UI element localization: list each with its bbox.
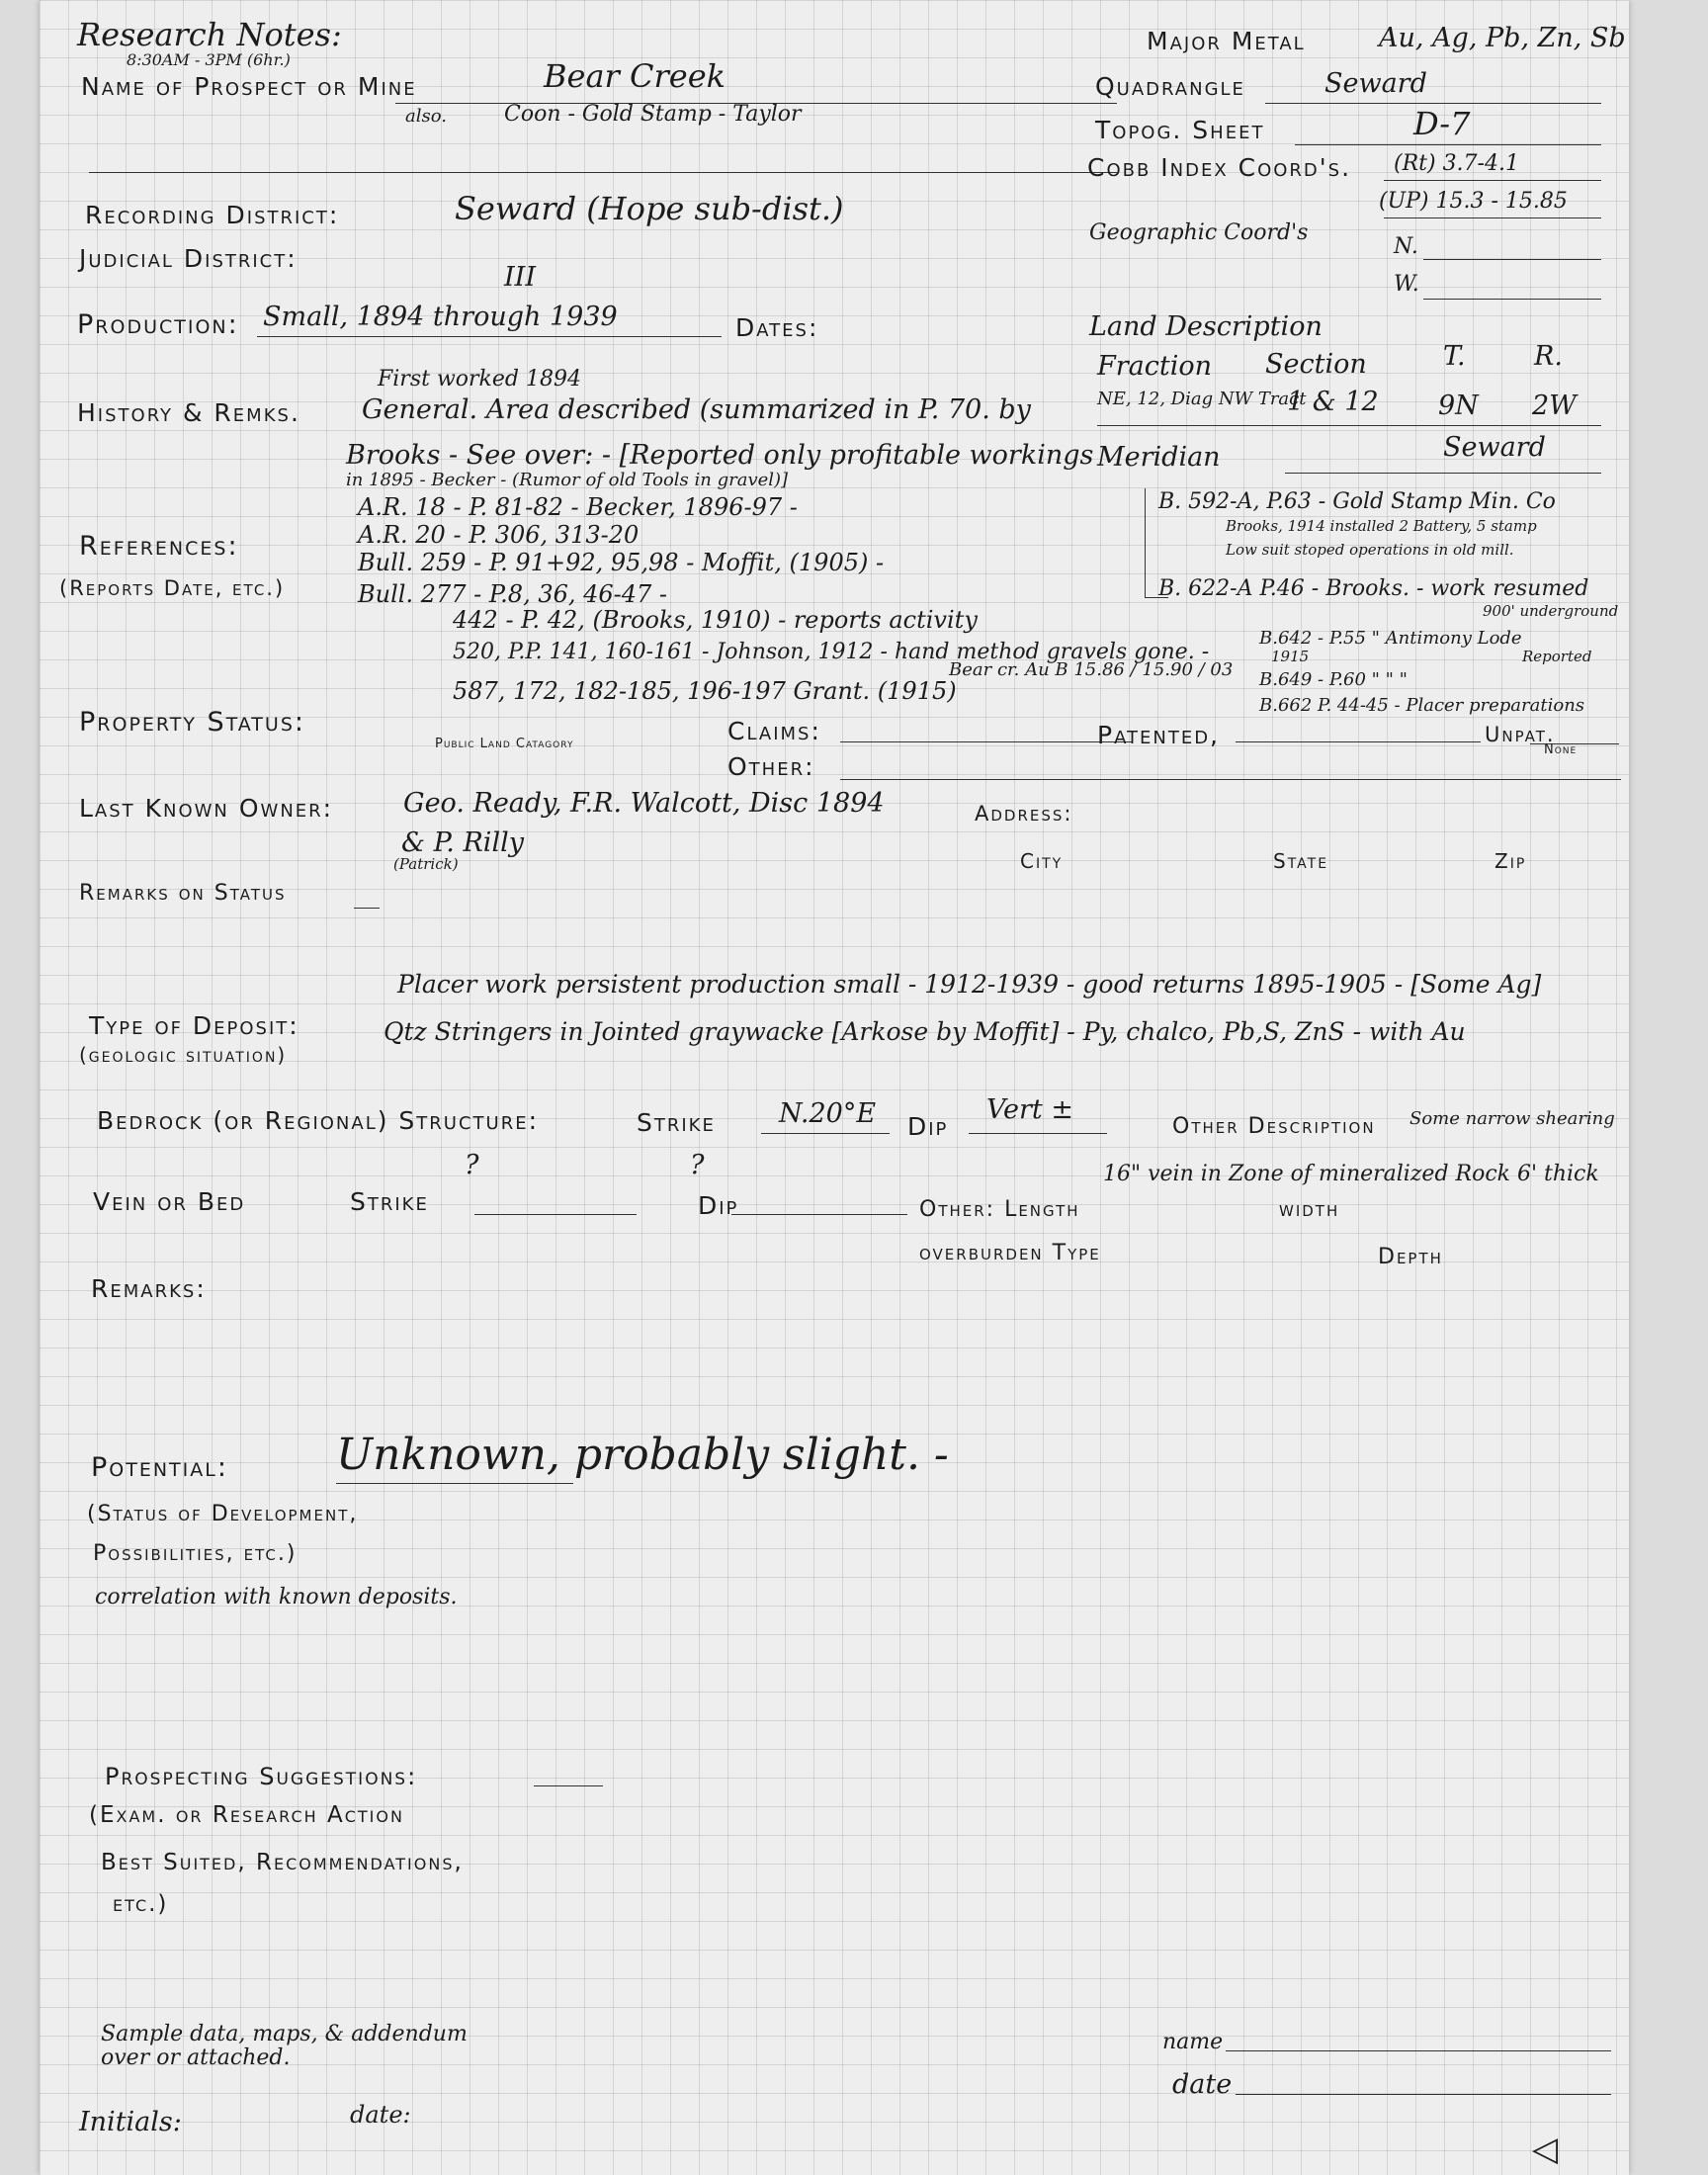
reference-line-5: 520, P.P. 141, 160-161 - Johnson, 1912 - hand method gravels gone. - xyxy=(453,640,1210,664)
major-metal-value: Au, Ag, Pb, Zn, Sb xyxy=(1379,23,1626,53)
side-note-b592c: Low suit stoped operations in old mill. xyxy=(1226,541,1514,559)
vein-width-label: width xyxy=(1279,1197,1340,1222)
vein-strike-line xyxy=(474,1214,637,1215)
judicial-label: Judicial District: xyxy=(79,244,298,273)
claims-label: Claims: xyxy=(727,717,821,745)
owner-value-2: & P. Rilly xyxy=(401,827,524,858)
side-note-b642c: Reported xyxy=(1522,648,1592,665)
bedrock-strike-label: Strike xyxy=(637,1108,716,1137)
topog-value: D-7 xyxy=(1413,105,1471,142)
vein-label: Vein or Bed xyxy=(93,1187,246,1216)
remarks-status-label: Remarks on Status xyxy=(79,881,287,906)
reference-line-3: Bull. 277 - P.8, 36, 46-47 - xyxy=(358,580,668,608)
side-note-b592: B. 592-A, P.63 - Gold Stamp Min. Co xyxy=(1158,489,1556,514)
patented-label: Patented, xyxy=(1097,721,1220,749)
placer-note: Placer work persistent production small - 1912-1939 - good returns 1895-1905 - [Some Ag] xyxy=(397,970,1542,999)
potential-sub-1: (Status of Development, xyxy=(87,1502,359,1526)
time-note: 8:30AM - 3PM (6hr.) xyxy=(127,50,291,69)
dates-label: Dates: xyxy=(735,313,819,342)
potential-value: Unknown, probably slight. - xyxy=(336,1430,949,1480)
geo-n-line xyxy=(1423,259,1601,260)
history-line-1: General. Area described (summarized in P. 70. by xyxy=(362,394,1031,425)
quadrangle-line xyxy=(1265,103,1601,104)
land-col-r: R. xyxy=(1534,341,1563,372)
side-note-b662: B.662 P. 44-45 - Placer preparations xyxy=(1259,695,1585,716)
vein-dip-label: Dip xyxy=(698,1191,739,1220)
mine-record-form xyxy=(40,0,1629,2175)
recording-label: Recording District: xyxy=(85,201,340,229)
other-line xyxy=(840,779,1621,780)
reference-line-5b: Bear cr. Au B 15.86 / 15.90 / 03 xyxy=(949,659,1234,680)
initials-label: Initials: xyxy=(79,2107,182,2137)
city-label: City xyxy=(1020,849,1064,873)
land-line xyxy=(1097,425,1601,426)
public-land-label: Public Land Catagory xyxy=(435,737,574,751)
name-line-2 xyxy=(89,172,1117,173)
vein-strike-label: Strike xyxy=(350,1187,429,1216)
side-note-b642: B.642 - P.55 " Antimony Lode xyxy=(1259,628,1522,649)
bedrock-strike-line xyxy=(761,1133,890,1134)
also-label: also. xyxy=(405,106,447,127)
unpat-label: Unpat. xyxy=(1485,723,1556,746)
side-bracket-vertical xyxy=(1145,488,1146,597)
cobb-value-1: (Rt) 3.7-4.1 xyxy=(1394,151,1519,176)
production-value: Small, 1894 through 1939 xyxy=(263,302,618,332)
references-sublabel: (Reports Date, etc.) xyxy=(59,576,286,600)
meridian-label: Meridian xyxy=(1097,442,1221,473)
reference-line-2: Bull. 259 - P. 91+92, 95,98 - Moffit, (1905) - xyxy=(358,549,885,576)
references-label: References: xyxy=(79,531,239,562)
geo-w-line xyxy=(1423,299,1601,300)
zip-label: Zip xyxy=(1494,849,1527,873)
cobb-value-2: (UP) 15.3 - 15.85 xyxy=(1379,189,1568,214)
vein-strike-question: ? xyxy=(465,1150,479,1180)
sample-note-1: Sample data, maps, & addendum xyxy=(101,2022,468,2046)
state-label: State xyxy=(1273,849,1329,873)
last-owner-label: Last Known Owner: xyxy=(79,794,334,823)
prospecting-sub-1: (Exam. or Research Action xyxy=(89,1802,404,1828)
recording-value: Seward (Hope sub-dist.) xyxy=(455,190,844,227)
cobb-line-1 xyxy=(1384,180,1601,181)
deposit-sublabel: (geologic situation) xyxy=(79,1043,288,1067)
potential-sub-3: correlation with known deposits. xyxy=(95,1585,458,1610)
topog-label: Topog. Sheet xyxy=(1095,116,1265,144)
remarks-status-line xyxy=(354,908,380,909)
footer-date-label: date: xyxy=(350,2101,411,2129)
prospecting-sub-3: etc.) xyxy=(113,1891,169,1917)
side-note-b649: B.649 - P.60 " " " xyxy=(1259,669,1408,690)
other-label: Other: xyxy=(727,752,815,781)
reference-line-1: A.R. 20 - P. 306, 313-20 xyxy=(358,521,640,549)
footer-name-label: name xyxy=(1162,2030,1224,2054)
footer-name-line xyxy=(1226,2050,1611,2051)
depth-label: Depth xyxy=(1378,1245,1443,1269)
side-note-b592b: Brooks, 1914 installed 2 Battery, 5 stamp xyxy=(1226,517,1537,535)
potential-sub-2: Possibilities, etc.) xyxy=(93,1541,298,1566)
cobb-label: Cobb Index Coord's. xyxy=(1087,153,1352,182)
land-col-section: Section xyxy=(1265,349,1367,380)
vein-dip-line xyxy=(731,1214,907,1215)
research-notes-title: Research Notes: xyxy=(77,16,342,53)
topog-line xyxy=(1295,144,1601,145)
bedrock-label: Bedrock (or Regional) Structure: xyxy=(97,1106,540,1135)
land-r-value: 2W xyxy=(1532,391,1577,421)
quadrangle-label: Quadrangle xyxy=(1095,72,1245,101)
land-fraction-value: NE, 12, Diag NW Tract xyxy=(1097,389,1307,409)
bedrock-dip-line xyxy=(969,1133,1107,1134)
potential-line xyxy=(336,1483,573,1484)
deposit-value: Qtz Stringers in Jointed graywacke [Arkose by Moffit] - Py, chalco, Pb,S, ZnS - with Au xyxy=(384,1017,1466,1046)
history-line-3: in 1895 - Becker - (Rumor of old Tools in gravel)] xyxy=(346,470,789,490)
name-value: Bear Creek xyxy=(544,57,726,95)
vein-dip-question: ? xyxy=(690,1150,705,1180)
history-label: History & Remks. xyxy=(77,398,300,427)
history-line-4: A.R. 18 - P. 81-82 - Becker, 1896-97 - xyxy=(358,493,798,521)
prospecting-line xyxy=(534,1785,603,1786)
production-label: Production: xyxy=(77,309,239,340)
bedrock-dip-value: Vert ± xyxy=(986,1094,1073,1125)
also-value: Coon - Gold Stamp - Taylor xyxy=(504,102,802,127)
side-note-b642b: 1915 xyxy=(1271,648,1310,665)
quadrangle-value: Seward xyxy=(1324,68,1427,99)
bedrock-other-label: Other Description xyxy=(1172,1114,1376,1139)
first-worked: First worked 1894 xyxy=(378,367,581,392)
footer-date-label-2: date xyxy=(1172,2069,1233,2100)
reference-line-6: 587, 172, 182-185, 196-197 Grant. (1915) xyxy=(453,677,957,705)
land-col-fraction: Fraction xyxy=(1097,351,1212,382)
bedrock-strike-value: N.20°E xyxy=(779,1098,877,1129)
remarks-label: Remarks: xyxy=(91,1274,207,1303)
bedrock-other-value: Some narrow shearing xyxy=(1409,1108,1615,1129)
claims-line xyxy=(840,741,1133,742)
land-t-value: 9N xyxy=(1438,391,1479,421)
land-col-t: T. xyxy=(1443,341,1466,372)
patented-line xyxy=(1236,741,1481,742)
owner-value-3: (Patrick) xyxy=(393,855,459,873)
sample-note-2: over or attached. xyxy=(101,2045,291,2070)
land-title: Land Description xyxy=(1089,311,1323,342)
geo-w: W. xyxy=(1394,272,1419,297)
unpat-value: None xyxy=(1544,742,1578,757)
vein-note: 16" vein in Zone of mineralized Rock 6' thick xyxy=(1103,1162,1599,1186)
prospecting-sub-2: Best Suited, Recommendations, xyxy=(101,1850,464,1875)
property-status-label: Property Status: xyxy=(79,707,305,738)
corner-mark-icon: ◁ xyxy=(1532,2130,1559,2169)
name-label: Name of Prospect or Mine xyxy=(81,72,417,101)
address-label: Address: xyxy=(975,802,1073,826)
side-note-b622: B. 622-A P.46 - Brooks. - work resumed xyxy=(1158,576,1589,601)
prospecting-label: Prospecting Suggestions: xyxy=(105,1763,418,1790)
major-metal-label: Major Metal xyxy=(1147,27,1306,55)
land-section-value: 1 & 12 xyxy=(1287,387,1379,417)
history-line-2: Brooks - See over: - [Reported only profitable workings xyxy=(346,440,1094,471)
reference-line-4: 442 - P. 42, (Brooks, 1910) - reports activity xyxy=(453,606,978,634)
meridian-value: Seward xyxy=(1443,432,1546,463)
meridian-line xyxy=(1285,473,1601,474)
potential-label: Potential: xyxy=(91,1452,228,1483)
judicial-value: III xyxy=(504,262,536,293)
geo-label: Geographic Coord's xyxy=(1089,220,1309,245)
footer-date-line xyxy=(1236,2094,1611,2095)
production-line xyxy=(257,336,722,337)
owner-value-1: Geo. Ready, F.R. Walcott, Disc 1894 xyxy=(403,788,885,819)
deposit-label: Type of Deposit: xyxy=(89,1011,299,1040)
geo-n: N. xyxy=(1394,234,1418,259)
bedrock-dip-label: Dip xyxy=(907,1112,949,1141)
side-note-b622b: 900' underground xyxy=(1483,602,1619,620)
overburden-label: overburden Type xyxy=(919,1241,1101,1265)
vein-other-label: Other: Length xyxy=(919,1197,1080,1222)
